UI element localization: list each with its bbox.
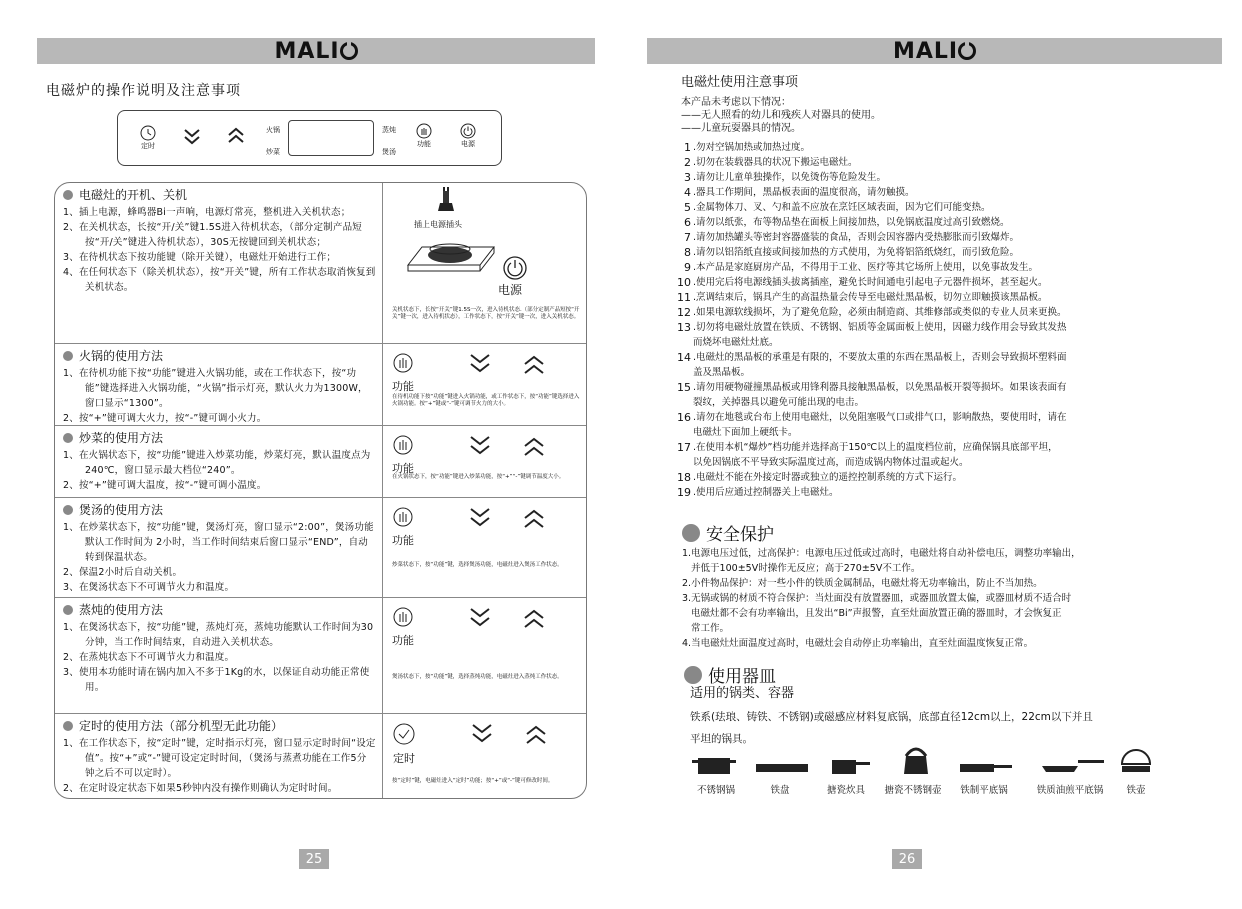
section-item: 1、插上电源，蜂鸣器Bi一声响，电源灯常亮，整机进入关机状态；	[63, 207, 351, 218]
section-title: 火锅的使用方法	[79, 349, 164, 363]
section-note: 在火锅状态下，按“功能”键进入炒菜功能，按“+”“-”键调节温度大小。	[392, 474, 565, 480]
section-item: 1、在煲汤状态下，按“功能”键，蒸炖灯亮，蒸炖功能默认工作时间为30分钟，当工作时间结束，自动进入关机状态。	[63, 622, 374, 648]
section-note: 关机状态下，长按“开关”键1.5S一次，进入待机状态.（部分定制产品短按“开关”键一次，进入待机状态），工作状态下，按“开关”键一次，进入关机状态。	[392, 307, 580, 320]
plug-icon	[432, 187, 460, 213]
chevron-up-icon	[522, 352, 546, 376]
list-item-continued: 而烧坏电磁灶灶底。	[693, 337, 779, 348]
cookware-label: 铁盘	[770, 785, 790, 796]
function-label: 功能	[417, 140, 431, 148]
section-title: 炒菜的使用方法	[79, 431, 164, 445]
intro-line: ——儿童玩耍器具的情况。	[681, 123, 801, 134]
bullet-icon	[63, 721, 73, 731]
notice-title: 电磁灶使用注意事项	[681, 75, 799, 90]
list-item: 11 .烹调结束后，锅具产生的高温热量会传导至电磁灶黑晶板，切勿立即触摸该黑晶板。	[677, 291, 1048, 304]
list-item: 9 .本产品是家庭厨房产品，不得用于工业、医疗等其它场所上使用，以免事故发生。	[684, 261, 1039, 274]
kettle-icon	[896, 744, 936, 776]
cookware-label: 搪瓷不锈钢壶	[884, 785, 942, 796]
list-item: 常工作。	[682, 623, 730, 634]
brand-logo: MALI	[893, 39, 976, 64]
section-title: 蒸炖的使用方法	[79, 603, 164, 617]
list-item: 18 .电磁灶不能在外接定时器或独立的遥控控制系统的方式下运行。	[677, 471, 963, 484]
section-power-on-off	[55, 183, 587, 343]
bullet-icon	[63, 605, 73, 615]
section-item: 1、在工作状态下，按“定时”键，定时指示灯亮，窗口显示定时时间“设定值”。按“+”或“-”键可设定定时时间，（煲汤与蒸煮功能在工作5分钟之后不可以定时）。	[63, 738, 376, 779]
section-stew	[55, 597, 587, 713]
section-item: 1、在火锅状态下，按“功能”键进入炒菜功能，炒菜灯亮，默认温度点为240℃，窗口显示最大档位“240”。	[63, 450, 371, 476]
section-title: 定时的使用方法（部分机型无此功能）	[79, 719, 284, 733]
bullet-icon	[63, 505, 73, 515]
soup-label: 煲汤	[382, 148, 396, 156]
list-item: 1.电源电压过低，过高保护：电源电压过低或过高时，电磁灶将自动补偿电压，调整功率输出，	[682, 548, 1081, 559]
intro-line: ——无人照看的幼儿和残疾人对器具的使用。	[681, 110, 881, 121]
induction-cooker-icon	[406, 235, 496, 281]
list-item-continued: 裂纹，关掉器具以避免可能出现的电击。	[693, 397, 865, 408]
section-timer	[55, 713, 587, 799]
safety-heading: 安全保护	[682, 520, 774, 545]
list-item: 6 .请勿以纸张，布等物品垫在面板上间接加热，以免锅底温度过高引致燃烧。	[684, 216, 1010, 229]
chevron-up-icon	[522, 606, 546, 630]
section-stir-fry	[55, 425, 587, 497]
vessel-description: 铁系(珐琅、铸铁、不锈钢)或磁感应材料复底锅，底部直径12cm以上，22cm以下并且	[690, 711, 1093, 723]
tray-icon	[754, 760, 810, 774]
section-item: 2、按“+”键可调大火力，按“-”键可调小火力。	[63, 413, 267, 424]
cookware-label: 铁质油煎平底锅	[1036, 785, 1104, 796]
section-note: 煲汤状态下，按“功能”键，选择蒸炖功能，电磁灶进入蒸炖工作状态。	[392, 674, 563, 680]
timer-label: 定时	[141, 142, 155, 150]
timer-label: 定时	[393, 752, 415, 765]
function-label: 功能	[392, 634, 414, 647]
section-item: 3、在待机状态下按功能键（除开关键），电磁灶开始进行工作；	[63, 252, 337, 263]
display-window	[288, 120, 374, 156]
list-item: 2 .切勿在装载器具的状况下搬运电磁灶。	[684, 156, 858, 169]
hand-icon	[392, 606, 414, 628]
timer-control	[140, 125, 156, 151]
function-label: 功能	[392, 462, 414, 475]
bullet-icon	[63, 433, 73, 443]
list-item: 12 .如果电源软线损坏，为了避免危险，必须由制造商、其维修部或类似的专业人员来更换。	[677, 306, 1067, 319]
section-note: 在待机功能下按“功能”键进入火锅功能，或工作状态下，按“功能”键选择进入火锅功能。按“+”键或“-”键可调节火力的大小。	[392, 394, 580, 407]
power-control	[460, 123, 476, 149]
vessel-subtitle: 适用的锅类、容器	[690, 686, 795, 701]
list-item: 19 .使用后应通过控制器关上电磁灶。	[677, 486, 839, 499]
list-item: 电磁灶都不会有功率输出，且发出“Bi”声报警，直至灶面放置正确的器皿时，才会恢复正	[682, 608, 1062, 619]
list-item: 7 .请勿加热罐头等密封容器盛装的食品，否则会因容器内受热膨胀而引致爆炸。	[684, 231, 1020, 244]
right-header-bar	[647, 38, 1222, 64]
list-item: 1 .勿对空锅加热或加热过度。	[684, 141, 811, 154]
chevron-down-icon	[470, 722, 494, 746]
chevron-up-icon	[524, 722, 548, 746]
power-label: 电源	[498, 283, 523, 297]
chevron-down-icon	[182, 127, 202, 147]
hand-icon	[416, 123, 432, 139]
cookware-row	[688, 750, 1158, 800]
left-header-bar	[37, 38, 595, 64]
section-item: 1、在待机功能下按“功能”键进入火锅功能，或在工作状态下，按“功能”键选择进入火锅功能，“火锅”指示灯亮，默认火力为1300W，窗口显示“1300”。	[63, 368, 368, 409]
chevron-up-icon	[522, 506, 546, 530]
list-item: 3.无锅或锅的材质不符合保护：当灶面没有放置器皿，或器皿放置太偏，或器皿材质不适合时	[682, 593, 1072, 604]
power-icon	[460, 123, 476, 139]
section-item: 2、按“+”键可调大温度，按“-”键可调小温度。	[63, 480, 267, 491]
chevron-down-icon	[468, 434, 492, 458]
section-note: 按“定时”键，电磁灶进入“定时”功能；按“+”或“-”键可修改时间。	[392, 778, 554, 784]
section-item: 2、在关机状态，长按“开/关”键1.5S进入待机状态，（部分定制产品短按“开/关”键进入待机状态），30S无按键回到关机状态；	[63, 222, 362, 248]
page-number: 25	[299, 849, 329, 869]
list-item: 8 .请勿以铝箔纸直接或间接加热的方式使用，为免将铝箔纸烧红，而引致危险。	[684, 246, 1020, 259]
list-item: 10 .使用完后将电源线插头拔离插座，避免长时间通电引起电子元器件损坏，甚至起火。	[677, 276, 1048, 289]
brand-logo: MALI	[274, 39, 357, 64]
list-item: 4 .器具工作期间，黑晶板表面的温度很高，请勿触摸。	[684, 186, 915, 199]
list-item-continued: 盖及黑晶板。	[693, 367, 751, 378]
list-item: 4.当电磁灶灶面温度过高时，电磁灶会自动停止功率输出，直至灶面温度恢复正常。	[682, 638, 1034, 649]
chevron-down-icon	[468, 506, 492, 530]
list-item: 16 .请勿在地毯或台布上使用电磁灶，以免阻塞吸气口或排气口，影响散热，要使用时，请在	[677, 411, 1067, 424]
section-item: 2、在蒸炖状态下不可调节火力和温度。	[63, 652, 235, 663]
chevron-up-icon	[226, 125, 246, 145]
chevron-down-icon	[468, 352, 492, 376]
bullet-icon	[684, 666, 702, 684]
list-item-continued: 以免因锅底不平导致实际温度过高，而造成锅内物体过温或起火。	[693, 457, 969, 468]
page-title: 电磁炉的操作说明及注意事项	[46, 83, 241, 99]
bullet-icon	[63, 190, 73, 200]
pot-icon	[690, 754, 738, 776]
list-item: 15 .请勿用硬物碰撞黑晶板或用锋利器具接触黑晶板，以免黑晶板开裂等损坏。如果该表面有	[677, 381, 1067, 394]
iron-wok-icon	[1118, 744, 1154, 778]
bullet-icon	[63, 351, 73, 361]
enamel-pot-icon	[828, 752, 872, 776]
hand-icon	[392, 506, 414, 528]
cookware-label: 铁制平底锅	[960, 785, 1008, 796]
section-item: 2、保温2小时后自动关机。	[63, 567, 183, 578]
section-item: 3、在煲汤状态下不可调节火力和温度。	[63, 582, 235, 593]
vessel-description: 平坦的锅具。	[690, 733, 753, 745]
hot-pot-label: 火锅	[266, 126, 280, 134]
vessel-heading: 使用器皿	[684, 662, 776, 687]
chevron-down-icon	[468, 606, 492, 630]
operation-table	[54, 182, 587, 799]
section-note: 炒菜状态下，按“功能”键，选择煲汤功能，电磁灶进入煲汤工作状态。	[392, 562, 563, 568]
page-number: 26	[892, 849, 922, 869]
clock-icon	[140, 125, 156, 141]
function-label: 功能	[392, 380, 414, 393]
frying-pan-icon	[958, 756, 1014, 776]
function-control	[416, 123, 432, 149]
notice-list	[677, 140, 1197, 500]
section-title: 煲汤的使用方法	[79, 503, 164, 517]
section-item: 4、在任何状态下（除关机状态），按“开关”键，所有工作状态取消恢复到关机状态。	[63, 267, 376, 293]
section-item: 2、在定时设定状态下如果5秒钟内没有操作则确认为定时时间。	[63, 783, 338, 794]
bullet-icon	[682, 524, 700, 542]
control-panel-diagram	[117, 110, 502, 166]
cookware-label: 搪瓷炊具	[826, 785, 865, 796]
power-icon	[502, 255, 528, 281]
intro-line: 本产品未考虑以下情况：	[681, 97, 791, 108]
plug-in-label: 插上电源插头	[414, 220, 462, 229]
list-item: 14 .电磁灶的黑晶板的承重是有限的，不要放太重的东西在黑晶板上，否则会导致损坏塑料面	[677, 351, 1067, 364]
safety-list	[682, 546, 1192, 651]
section-soup	[55, 497, 587, 597]
section-item: 3、使用本功能时请在锅内加入不多于1Kg的水，以保证自动功能正常使用。	[63, 667, 370, 693]
section-hot-pot	[55, 343, 587, 425]
hand-icon	[392, 434, 414, 456]
section-title: 电磁灶的开机、关机	[79, 188, 188, 202]
chevron-up-icon	[522, 434, 546, 458]
list-item: 13 .切勿将电磁灶放置在铁质、不锈钢、铝质等金属面板上使用，因磁力线作用会导致其发热	[677, 321, 1067, 334]
section-item: 1、在炒菜状态下，按“功能”键，煲汤灯亮，窗口显示“2:00”，煲汤功能默认工作时间为 2小时，当工作时间结束后窗口显示“END”，自动转到保温状态。	[63, 522, 374, 563]
list-item: 3 .请勿让儿童单独操作，以免烫伤等危险发生。	[684, 171, 887, 184]
function-label: 功能	[392, 534, 414, 547]
clock-icon	[392, 722, 416, 746]
list-item: 17 .在使用本机“爆炒”档功能并选择高于150℃以上的温度档位前，应确保锅具底部平坦，	[677, 441, 1058, 454]
cookware-label: 不锈钢锅	[696, 785, 735, 796]
cookware-label: 铁壶	[1126, 785, 1146, 796]
skillet-icon	[1040, 752, 1106, 774]
list-item: 5 .金属物体刀、叉、勺和盖不应放在烹饪区域表面，因为它们可能变热。	[684, 201, 991, 214]
stew-label: 蒸炖	[382, 126, 396, 134]
list-item-continued: 电磁灶下面加上硬纸卡。	[693, 427, 798, 438]
list-item: 2.小件物品保护：对一些小件的铁质金属制品，电磁灶将无功率输出，防止不当加热。	[682, 578, 1043, 589]
hand-icon	[392, 352, 414, 374]
list-item: 并低于100±5V时操作无反应；高于270±5V不工作。	[682, 563, 921, 574]
stir-fry-label: 炒菜	[266, 148, 280, 156]
power-label: 电源	[461, 140, 475, 148]
